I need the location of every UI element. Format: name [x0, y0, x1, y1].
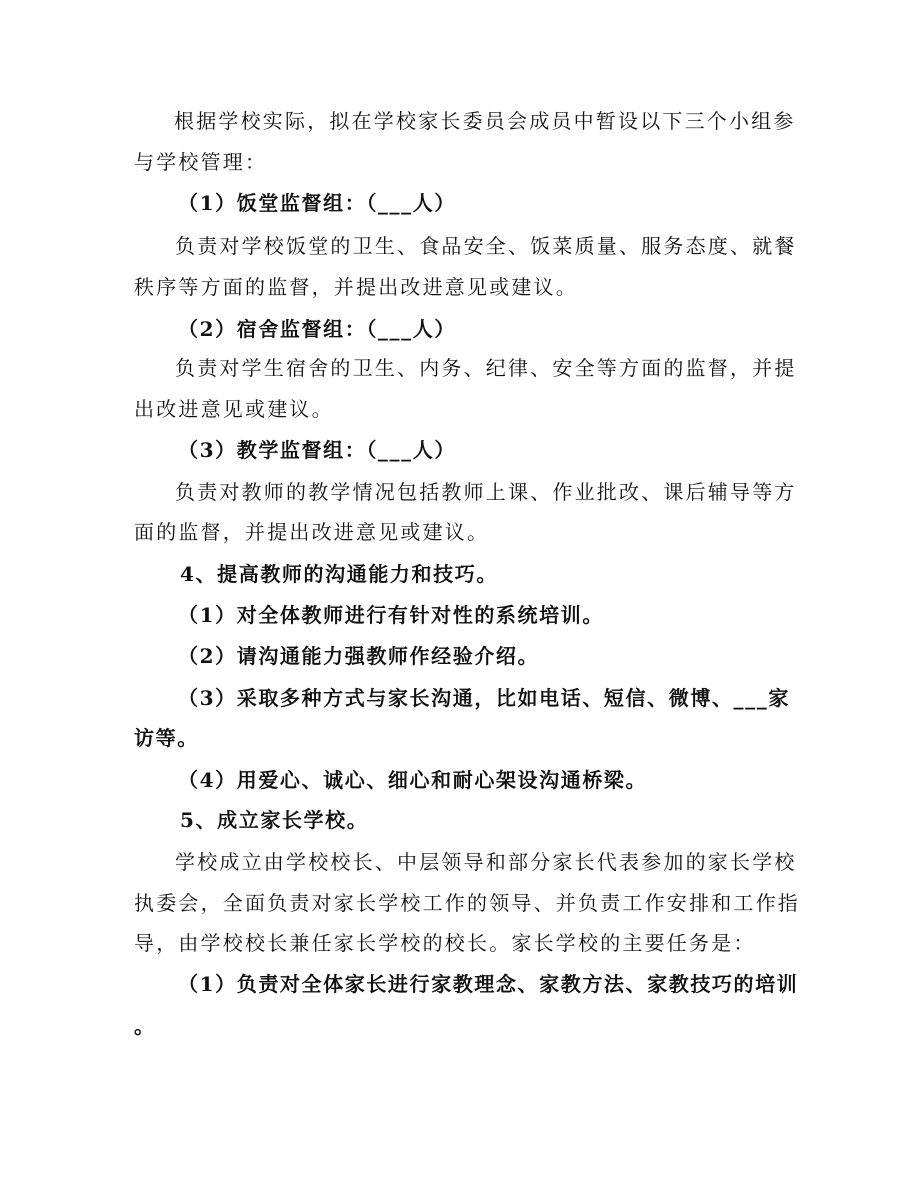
- paragraph-intro-line-1: 根据学校实际，拟在学校家长委员会成员中暂设以下三个小组参: [174, 109, 796, 133]
- group-1-heading: （1）饭堂监督组：（___人）: [178, 191, 456, 215]
- section-4-item-3-line-1: （3）采取多种方式与家长沟通，比如电话、短信、微博、___家: [178, 686, 790, 710]
- group-2-heading: （2）宿舍监督组：（___人）: [178, 317, 456, 341]
- section-5-desc-line-1: 学校成立由学校校长、中层领导和部分家长代表参加的家长学校: [175, 850, 797, 874]
- group-3-desc-line-1: 负责对教师的教学情况包括教师上课、作业批改、课后辅导等方: [175, 480, 797, 504]
- section-5-desc-line-3: 导，由学校校长兼任家长学校的校长。家长学校的主要任务是：: [134, 931, 756, 955]
- section-4-item-1: （1）对全体教师进行有针对性的系统培训。: [178, 603, 604, 627]
- group-2-desc-line-2: 出改进意见或建议。: [134, 397, 334, 421]
- group-3-heading: （3）教学监督组：（___人）: [178, 438, 456, 462]
- group-1-desc-line-2: 秩序等方面的监督，并提出改进意见或建议。: [134, 275, 578, 299]
- group-3-desc-line-2: 面的监督，并提出改进意见或建议。: [134, 520, 490, 544]
- paragraph-intro-line-2: 与学校管理：: [134, 150, 268, 174]
- section-5-item-1-line-2: 。: [134, 1014, 156, 1038]
- section-4-heading: 4、提高教师的沟通能力和技巧。: [180, 562, 498, 586]
- group-1-desc-line-1: 负责对学校饭堂的卫生、食品安全、饭菜质量、服务态度、就餐: [175, 234, 797, 258]
- section-5-item-1-line-1: （1）负责对全体家长进行家教理念、家教方法、家教技巧的培训: [178, 972, 799, 996]
- section-5-desc-line-2: 执委会，全面负责对家长学校工作的领导、并负责工作安排和工作指: [134, 891, 800, 915]
- section-4-item-4: （4）用爱心、诚心、细心和耐心架设沟通桥梁。: [178, 768, 648, 792]
- section-4-item-2: （2）请沟通能力强教师作经验介绍。: [178, 644, 540, 668]
- group-2-desc-line-1: 负责对学生宿舍的卫生、内务、纪律、安全等方面的监督，并提: [175, 356, 797, 380]
- section-4-item-3-line-2: 访等。: [134, 726, 199, 750]
- section-5-heading: 5、成立家长学校。: [180, 808, 369, 832]
